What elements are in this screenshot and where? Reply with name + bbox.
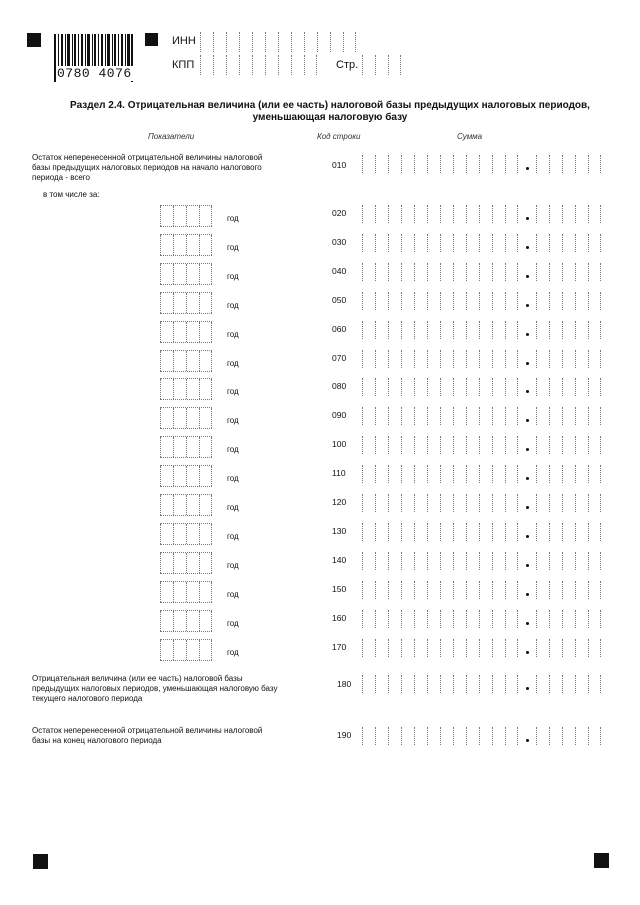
year-field-070[interactable] [160,350,212,372]
year-field-160[interactable] [160,610,212,632]
row-140-code: 140 [332,555,347,565]
row-050-code: 050 [332,295,347,305]
year-label: год [227,474,239,483]
row-180-amount-fraction[interactable] [536,675,601,693]
row-080-amount-fraction[interactable] [536,378,601,396]
row-190-amount-integer[interactable] [362,727,518,745]
row-120-amount-decimal-point [526,506,529,509]
row-140-amount-decimal-point [526,564,529,567]
row-150-amount-decimal-point [526,593,529,596]
row-040-amount-fraction[interactable] [536,263,601,281]
row-020-code: 020 [332,208,347,218]
row-080-amount-decimal-point [526,390,529,393]
year-label: год [227,619,239,628]
col-line-code: Код строки [317,132,361,141]
year-label: год [227,503,239,512]
year-label: год [227,561,239,570]
row-150-amount-integer[interactable] [362,581,518,599]
row-090-amount-decimal-point [526,419,529,422]
row-010-amount-fraction[interactable] [536,155,601,173]
row-110-amount-decimal-point [526,477,529,480]
year-label: год [227,532,239,541]
row-050-amount-integer[interactable] [362,292,518,310]
year-field-150[interactable] [160,581,212,603]
year-label: год [227,359,239,368]
year-field-140[interactable] [160,552,212,574]
row-170-amount-decimal-point [526,651,529,654]
row-180-amount-decimal-point [526,687,529,690]
inn-field[interactable] [200,32,356,52]
row-070-amount-integer[interactable] [362,350,518,368]
row-140-amount-integer[interactable] [362,552,518,570]
row-160-amount-fraction[interactable] [536,610,601,628]
row-090-code: 090 [332,410,347,420]
row-190-text: Остаток неперенесенной отрицательной величины налоговой базы на конец налогового периода [32,726,263,745]
row-140-amount-fraction[interactable] [536,552,601,570]
row-150-amount-fraction[interactable] [536,581,601,599]
row-010-amount-integer[interactable] [362,155,518,173]
row-050-amount-decimal-point [526,304,529,307]
row-090-amount-integer[interactable] [362,407,518,425]
row-030-amount-decimal-point [526,246,529,249]
year-field-100[interactable] [160,436,212,458]
row-060-amount-decimal-point [526,333,529,336]
row-180-code: 180 [337,679,352,689]
year-field-060[interactable] [160,321,212,343]
row-040-amount-decimal-point [526,275,529,278]
row-070-amount-fraction[interactable] [536,350,601,368]
row-010-text: Остаток неперенесенной отрицательной величины налоговой базы предыдущих налоговых периодов на начало налогового периода - всего [32,153,263,182]
year-label: год [227,387,239,396]
row-180-amount-integer[interactable] [362,675,518,693]
year-field-030[interactable] [160,234,212,256]
year-label: год [227,214,239,223]
row-090-amount-fraction[interactable] [536,407,601,425]
year-field-040[interactable] [160,263,212,285]
year-label: год [227,445,239,454]
year-field-090[interactable] [160,407,212,429]
row-130-amount-decimal-point [526,535,529,538]
row-190-amount-fraction[interactable] [536,727,601,745]
year-field-080[interactable] [160,378,212,400]
bottom-right-marker [594,853,609,868]
year-field-050[interactable] [160,292,212,314]
row-130-code: 130 [332,526,347,536]
row-060-amount-fraction[interactable] [536,321,601,339]
barcode-number: 0780 4076 [57,66,132,81]
row-120-amount-integer[interactable] [362,494,518,512]
row-110-amount-integer[interactable] [362,465,518,483]
row-040-amount-integer[interactable] [362,263,518,281]
year-field-120[interactable] [160,494,212,516]
page-label: Стр. [336,59,359,71]
year-field-170[interactable] [160,639,212,661]
row-050-amount-fraction[interactable] [536,292,601,310]
row-130-amount-integer[interactable] [362,523,518,541]
row-020-amount-integer[interactable] [362,205,518,223]
row-070-code: 070 [332,353,347,363]
row-120-code: 120 [332,497,347,507]
col-amount: Сумма [457,132,483,141]
row-180-text: Отрицательная величина (или ее часть) налоговой базы предыдущих налоговых периодов, уменьшающая налоговую базу текущего налогового периода [32,674,278,703]
row-160-amount-decimal-point [526,622,529,625]
year-label: год [227,416,239,425]
row-100-amount-integer[interactable] [362,436,518,454]
row-100-code: 100 [332,439,347,449]
row-160-code: 160 [332,613,347,623]
row-170-amount-fraction[interactable] [536,639,601,657]
row-110-code: 110 [332,468,346,478]
row-120-amount-fraction[interactable] [536,494,601,512]
top-left-marker [27,33,41,47]
year-label: год [227,272,239,281]
year-label: год [227,648,239,657]
row-100-amount-fraction[interactable] [536,436,601,454]
year-label: год [227,590,239,599]
row-040-code: 040 [332,266,347,276]
row-060-code: 060 [332,324,347,334]
inn-label: ИНН [172,35,196,47]
row-010-code: 010 [332,160,347,170]
row-130-amount-fraction[interactable] [536,523,601,541]
section-title-line1: Раздел 2.4. Отрицательная величина (или ее часть) налоговой базы предыдущих налоговых периодов, [70,100,590,111]
including-label: в том числе за: [43,190,100,199]
year-field-110[interactable] [160,465,212,487]
kpp-field[interactable] [200,55,317,75]
page-number-field[interactable] [362,55,401,75]
row-010-amount-decimal-point [526,167,529,170]
year-label: год [227,330,239,339]
row-150-code: 150 [332,584,347,594]
col-indicators: Показатели [148,132,195,141]
row-190-code: 190 [337,730,352,740]
section-title [40,100,620,124]
row-030-code: 030 [332,237,347,247]
row-020-amount-fraction[interactable] [536,205,601,223]
row-070-amount-decimal-point [526,362,529,365]
year-field-130[interactable] [160,523,212,545]
row-190-amount-decimal-point [526,739,529,742]
row-080-code: 080 [332,381,347,391]
row-030-amount-fraction[interactable] [536,234,601,252]
year-field-020[interactable] [160,205,212,227]
year-label: год [227,243,239,252]
row-030-amount-integer[interactable] [362,234,518,252]
row-020-amount-decimal-point [526,217,529,220]
row-080-amount-integer[interactable] [362,378,518,396]
top-middle-marker [145,33,158,46]
kpp-label: КПП [172,59,195,71]
year-label: год [227,301,239,310]
row-170-code: 170 [332,642,347,652]
row-100-amount-decimal-point [526,448,529,451]
row-110-amount-fraction[interactable] [536,465,601,483]
row-160-amount-integer[interactable] [362,610,518,628]
bottom-left-marker [33,854,48,869]
section-title-line2: уменьшающая налоговую базу [252,112,408,123]
row-060-amount-integer[interactable] [362,321,518,339]
row-170-amount-integer[interactable] [362,639,518,657]
